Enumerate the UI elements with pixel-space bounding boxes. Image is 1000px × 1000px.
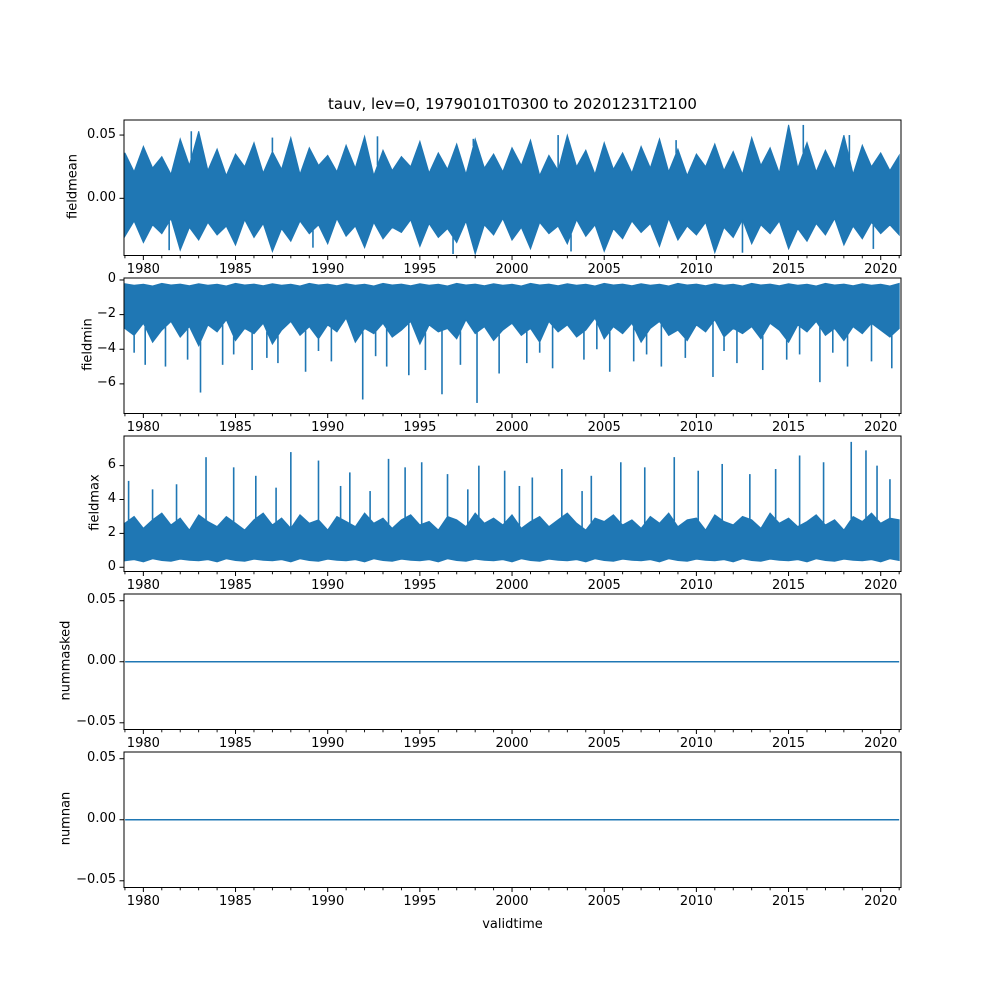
- x-tick-label: 1980: [126, 578, 160, 593]
- x-tick-label: 2020: [864, 420, 898, 435]
- x-tick-label: 2005: [587, 894, 621, 909]
- x-tick-label: 1985: [218, 262, 253, 277]
- x-tick-label: 2010: [679, 420, 713, 435]
- x-tick-label: 1995: [403, 420, 437, 435]
- y-tick-label: 0.00: [87, 189, 116, 205]
- y-tick-label: 0.00: [87, 811, 116, 827]
- y-axis-label-fieldmean: fieldmean: [65, 153, 81, 219]
- x-tick-label: 1990: [311, 736, 345, 751]
- y-tick-label: −0.05: [76, 714, 116, 730]
- x-tick-label: 2015: [772, 420, 806, 435]
- y-tick-label: 0.05: [87, 750, 116, 766]
- figure-title: tauv, lev=0, 19790101T0300 to 20201231T2100: [328, 95, 697, 113]
- y-tick-label: 0.05: [87, 126, 116, 142]
- y-tick-label: −6: [96, 375, 116, 391]
- y-tick-label: 0.00: [87, 653, 116, 669]
- x-tick-label: 2000: [495, 420, 529, 435]
- y-tick-label: −2: [96, 306, 116, 322]
- x-tick-label: 1980: [126, 736, 160, 751]
- x-tick-label: 1990: [311, 262, 345, 277]
- x-tick-label: 2020: [864, 894, 898, 909]
- series-band-fieldmin: [125, 283, 899, 345]
- y-tick-label: 6: [107, 457, 116, 473]
- x-tick-label: 2015: [772, 894, 806, 909]
- x-tick-label: 1995: [403, 578, 437, 593]
- x-tick-label: 2000: [495, 736, 529, 751]
- y-tick-label: 0: [107, 271, 116, 287]
- x-tick-label: 1990: [311, 578, 345, 593]
- x-tick-label: 1990: [311, 420, 345, 435]
- x-tick-label: 1980: [126, 262, 160, 277]
- x-tick-label: 2020: [864, 262, 898, 277]
- y-axis-label-nummasked: nummasked: [58, 620, 74, 701]
- x-tick-label: 1980: [126, 420, 160, 435]
- x-axis-label: validtime: [482, 917, 543, 932]
- x-tick-label: 1995: [403, 894, 437, 909]
- y-tick-label: 0.05: [87, 592, 116, 608]
- x-tick-label: 1985: [218, 736, 253, 751]
- x-tick-label: 1995: [403, 262, 437, 277]
- x-tick-label: 2010: [679, 894, 713, 909]
- x-tick-label: 1990: [311, 894, 345, 909]
- x-tick-label: 2015: [772, 736, 806, 751]
- series-band-fieldmax: [125, 513, 899, 562]
- x-tick-label: 2020: [864, 578, 898, 593]
- x-tick-label: 1995: [403, 736, 437, 751]
- x-tick-label: 2005: [587, 262, 621, 277]
- x-tick-label: 1985: [218, 578, 253, 593]
- x-tick-label: 2005: [587, 420, 621, 435]
- x-tick-label: 2005: [587, 736, 621, 751]
- x-tick-label: 1985: [218, 420, 253, 435]
- y-axis-label-numnan: numnan: [58, 791, 74, 846]
- x-tick-label: 2015: [772, 262, 806, 277]
- x-tick-label: 1980: [126, 894, 160, 909]
- x-tick-label: 2010: [679, 262, 713, 277]
- y-axis-label-fieldmin: fieldmin: [80, 317, 96, 371]
- y-tick-label: −0.05: [76, 872, 116, 888]
- y-tick-label: 0: [107, 558, 116, 574]
- y-axis-label-fieldmax: fieldmax: [87, 474, 103, 531]
- y-tick-label: 2: [107, 524, 116, 540]
- x-tick-label: 2005: [587, 578, 621, 593]
- x-tick-label: 2000: [495, 894, 529, 909]
- series-band-fieldmean: [125, 125, 899, 254]
- x-tick-label: 2010: [679, 578, 713, 593]
- y-tick-label: −4: [96, 340, 116, 356]
- x-tick-label: 2020: [864, 736, 898, 751]
- x-tick-label: 2015: [772, 578, 806, 593]
- x-tick-label: 2000: [495, 578, 529, 593]
- x-tick-label: 2000: [495, 262, 529, 277]
- x-tick-label: 1985: [218, 894, 253, 909]
- x-tick-label: 2010: [679, 736, 713, 751]
- y-tick-label: 4: [107, 491, 116, 507]
